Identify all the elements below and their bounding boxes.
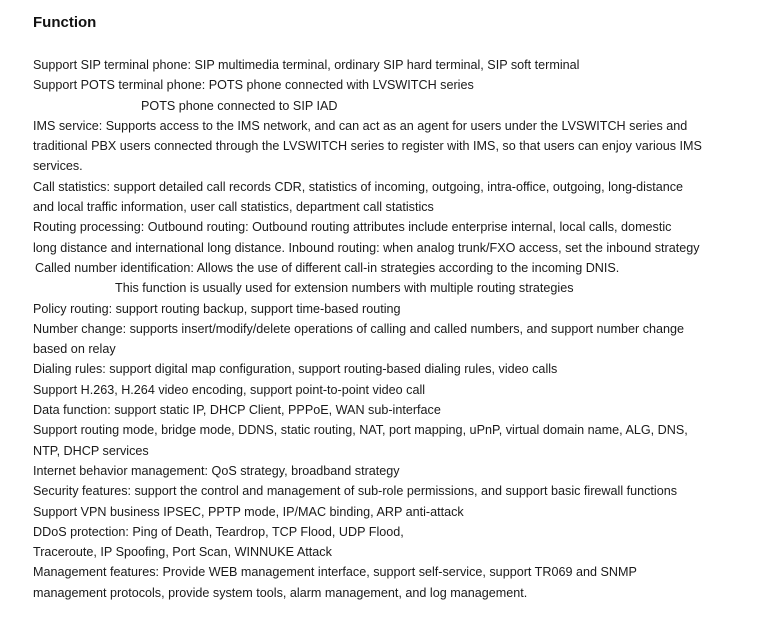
text-line: This function is usually used for extension numbers with multiple routing strategies: [115, 281, 574, 296]
text-line: POTS phone connected to SIP IAD: [141, 98, 338, 113]
text-line: Management features: Provide WEB management interface, support self-service, support TR069 and SNMP: [33, 565, 637, 580]
text-line: Support SIP terminal phone: SIP multimedia terminal, ordinary SIP hard terminal, SIP soft terminal: [33, 58, 580, 72]
text-line: management protocols, provide system tools, alarm management, and log management.: [33, 585, 528, 600]
text-line: Call statistics: support detailed call records CDR, statistics of incoming, outgoing, intra-office, outgoing, long-distance: [33, 179, 684, 194]
text-line: and local traffic information, user call statistics, department call statistics: [33, 200, 434, 215]
text-line: Called number identification: Allows the use of different call-in strategies according to the incoming DNIS.: [35, 260, 620, 275]
text-line: Number change: supports insert/modify/delete operations of calling and called numbers, and support number change: [33, 321, 685, 336]
text-line: Policy routing: support routing backup, support time-based routing: [33, 301, 401, 316]
text-line: Internet behavior management: QoS strategy, broadband strategy: [33, 463, 400, 478]
text-line: Security features: support the control and management of sub-role permissions, and support basic firewall functions: [33, 484, 678, 499]
text-line: based on relay: [33, 342, 116, 357]
text-line: traditional PBX users connected through the LVSWITCH series to register with IMS, so that users can enjoy various IMS: [33, 139, 702, 154]
text-line: long distance and international long distance. Inbound routing: when analog trunk/FXO access, set the inbound strategy: [33, 240, 700, 255]
text-line: NTP, DHCP services: [33, 443, 149, 458]
text-line: Data function: support static IP, DHCP Client, PPPoE, WAN sub-interface: [33, 403, 441, 418]
text-line: Support routing mode, bridge mode, DDNS, static routing, NAT, port mapping, uPnP, virtual domain name, ALG, DNS,: [33, 423, 688, 438]
text-line: Routing processing: Outbound routing: Outbound routing attributes include enterprise internal, local calls, domestic: [33, 220, 672, 235]
text-line: Support H.263, H.264 video encoding, support point-to-point video call: [33, 382, 426, 397]
text-line: Dialing rules: support digital map configuration, support routing-based dialing rules, video calls: [33, 362, 558, 377]
text-line: services.: [33, 159, 83, 174]
text-line: Traceroute, IP Spoofing, Port Scan, WINNUKE Attack: [33, 545, 332, 560]
function-list: [33, 55, 748, 603]
section-heading: Function: [33, 14, 97, 31]
text-line: IMS service: Supports access to the IMS network, and can act as an agent for users under the LVSWITCH series and: [33, 118, 688, 133]
text-line: Support VPN business IPSEC, PPTP mode, IP/MAC binding, ARP anti-attack: [33, 504, 464, 519]
text-line: Support POTS terminal phone: POTS phone connected with LVSWITCH series: [33, 78, 474, 93]
text-line: DDoS protection: Ping of Death, Teardrop, TCP Flood, UDP Flood,: [33, 524, 404, 539]
